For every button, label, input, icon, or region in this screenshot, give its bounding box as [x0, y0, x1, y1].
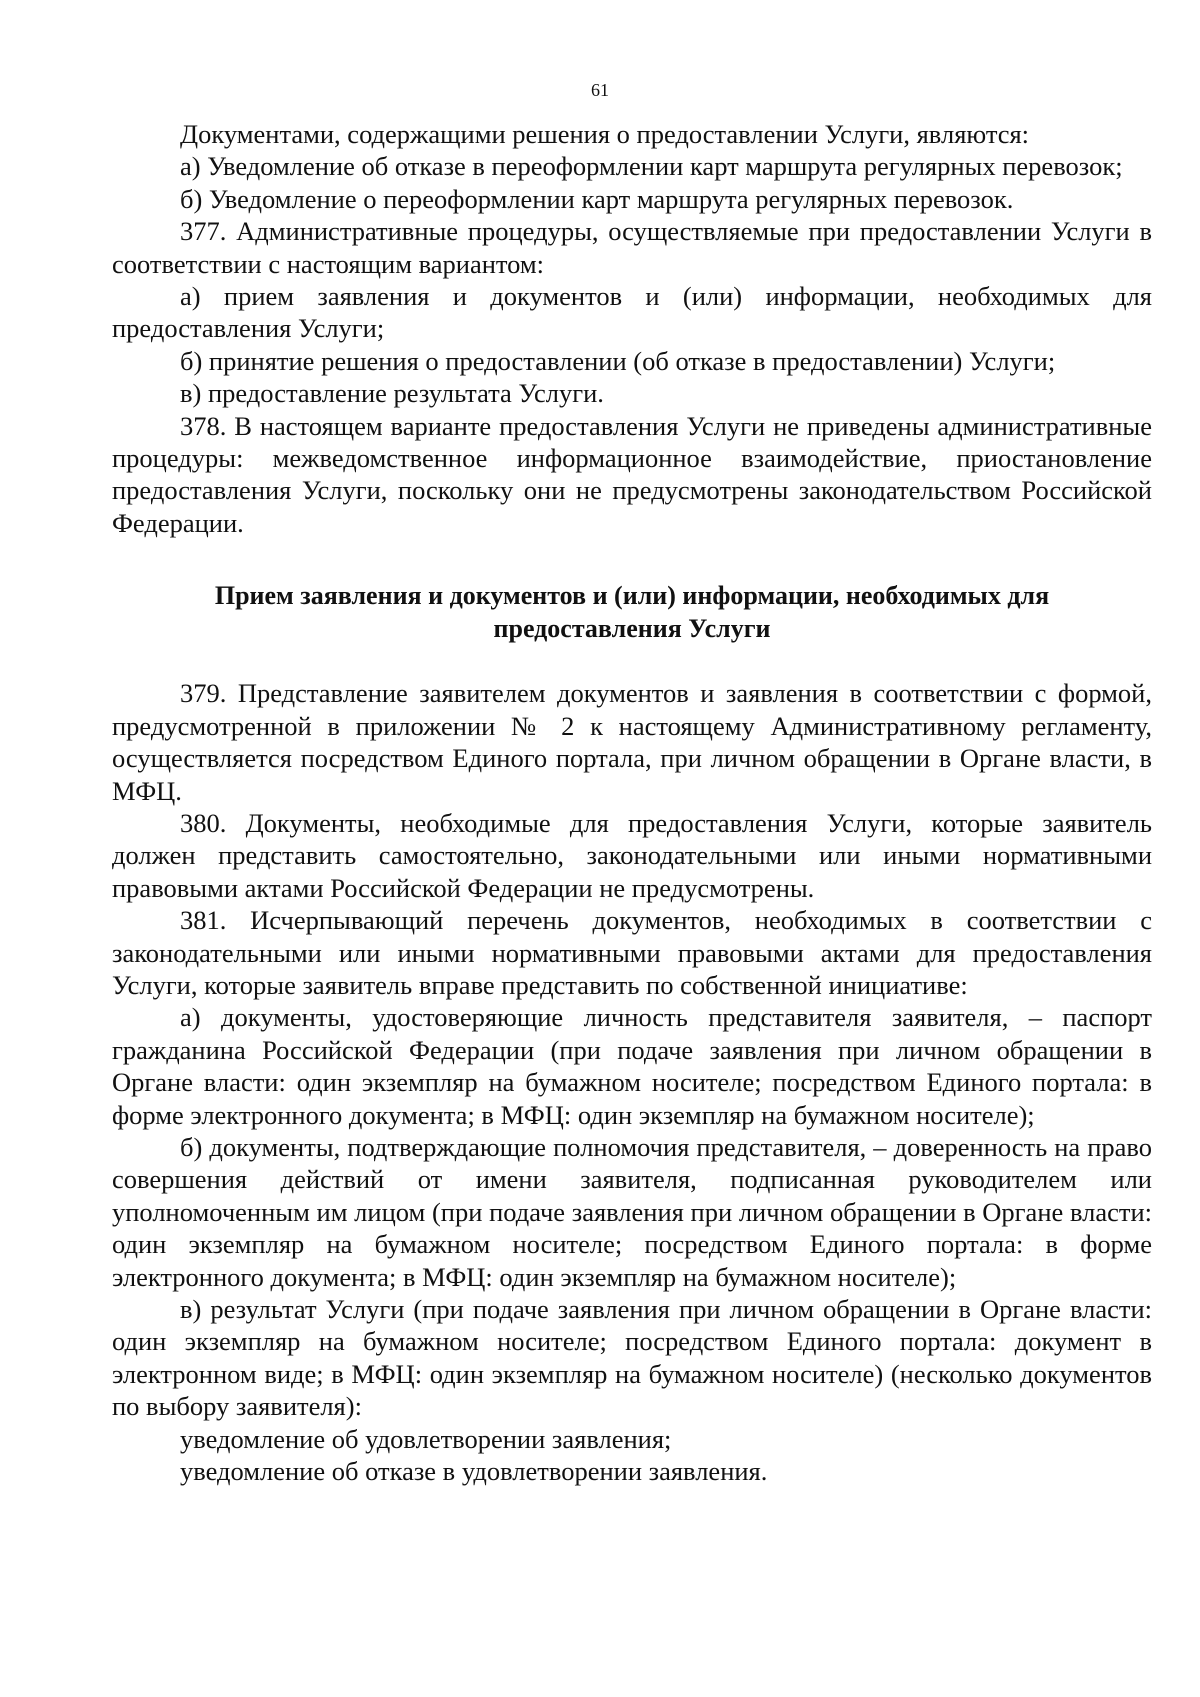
paragraph: 381. Исчерпывающий перечень документов, необходимых в соответствии с законодательными или иными нормативными правовыми актами для предоставления Услуги, которые заявитель вправе представить по собственной инициативе: [112, 905, 1152, 1000]
paragraph: уведомление об отказе в удовлетворении заявления. [180, 1456, 768, 1487]
paragraph: а) Уведомление об отказе в переоформлении карт маршрута регулярных перевозок; [180, 151, 1123, 182]
paragraph: 379. Представление заявителем документов и заявления в соответствии с формой, предусмотренной в приложении № 2 к настоящему Административному регламенту, осуществляется посредством Единого портала, при личном обращении в Органе власти, в МФЦ. [112, 678, 1152, 806]
document-body [112, 118, 1152, 1487]
paragraph: б) Уведомление о переоформлении карт маршрута регулярных перевозок. [180, 183, 1014, 214]
paragraph: 377. Административные процедуры, осуществляемые при предоставлении Услуги в соответствии с настоящим вариантом: [112, 216, 1152, 279]
paragraph: уведомление об удовлетворении заявления; [180, 1423, 672, 1454]
section-heading: Прием заявления и документов и (или) информации, необходимых для предоставления Услуги [214, 581, 1050, 644]
paragraph: Документами, содержащими решения о предоставлении Услуги, являются: [180, 119, 1030, 149]
paragraph: 380. Документы, необходимые для предоставления Услуги, которые заявитель должен представить самостоятельно, законодательными или иными нормативными правовыми актами Российской Федерации не предусмотрены. [112, 807, 1152, 903]
paragraph: б) документы, подтверждающие полномочия представителя, – доверенность на право совершения действий от имени заявителя, подписанная руководителем или уполномоченным им лицом (при подаче заявления при личном обращении в Органе власти: один экземпляр на бумажном носителе; посредством Единого портала: в форме электронного документа; в МФЦ: один экземпляр на бумажном носителе); [112, 1131, 1152, 1292]
paragraph: 378. В настоящем варианте предоставления Услуги не приведены административные процедуры: межведомственное информационное взаимодействие, приостановление предоставления Услуги, поскольку они не предусмотрены законодательством Российской Федерации. [112, 410, 1152, 538]
paragraph: в) результат Услуги (при подаче заявления при личном обращении в Органе власти: один экземпляр на бумажном носителе; посредством Единого портала: документ в электронном виде; в МФЦ: один экземпляр на бумажном носителе) (несколько документов по выбору заявителя): [112, 1294, 1152, 1422]
paragraph: в) предоставление результата Услуги. [180, 378, 604, 409]
page-number: 61 [591, 80, 609, 100]
paragraph: а) документы, удостоверяющие личность представителя заявителя, – паспорт гражданина Российской Федерации (при подаче заявления при личном обращении в Органе власти: один экземпляр на бумажном носителе; посредством Единого портала: в форме электронного документа; в МФЦ: один экземпляр на бумажном носителе); [112, 1002, 1152, 1130]
paragraph: а) прием заявления и документов и (или) информации, необходимых для предоставления Услуги; [112, 281, 1152, 344]
paragraph: б) принятие решения о предоставлении (об отказе в предоставлении) Услуги; [180, 345, 1056, 376]
